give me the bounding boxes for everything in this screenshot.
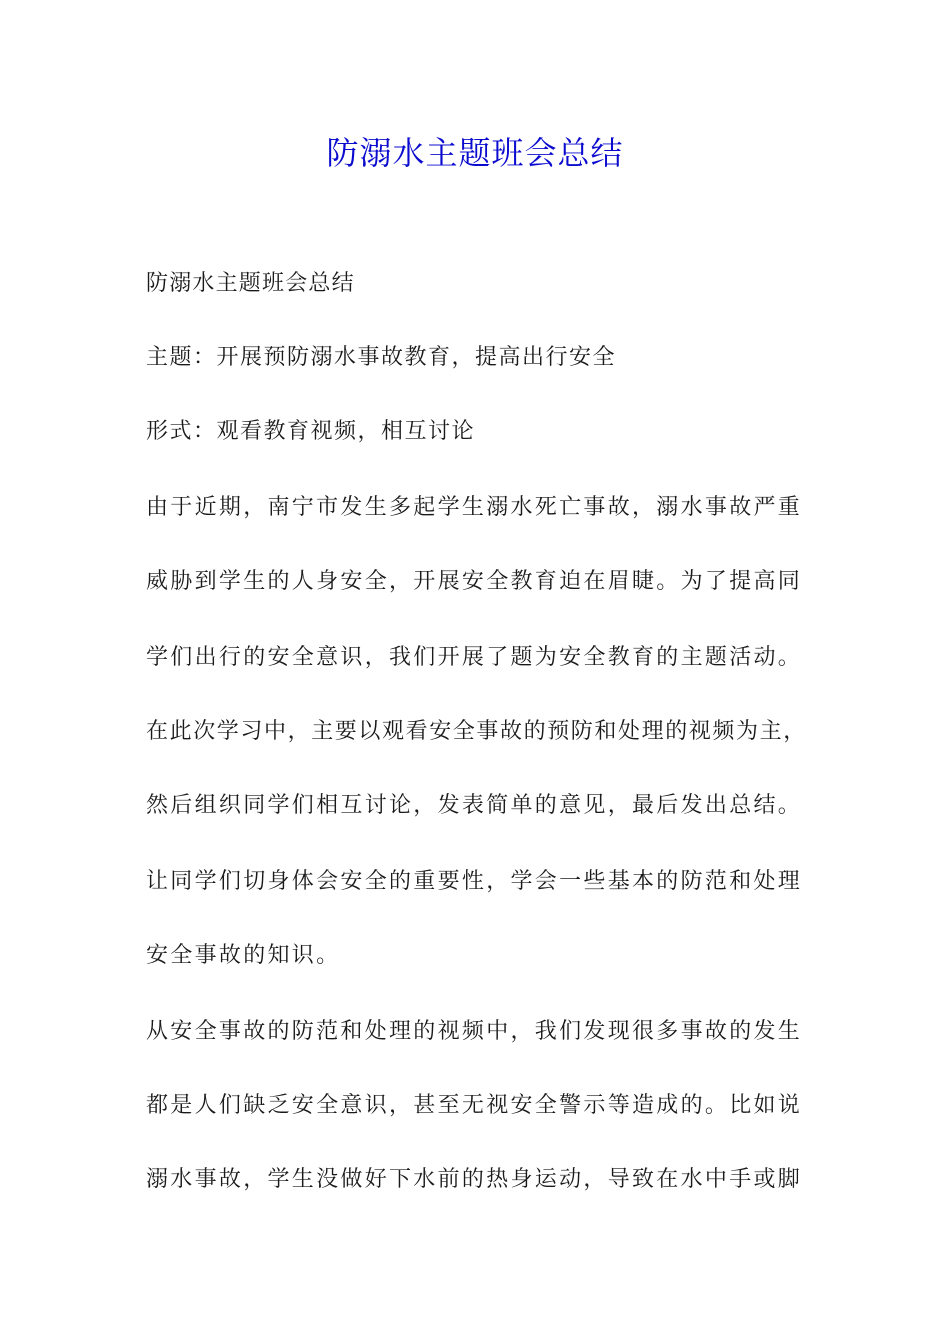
paragraph-line: 从安全事故的防范和处理的视频中，我们发现很多事故的发生	[146, 1019, 803, 1044]
paragraph-line: 形式：观看教育视频，相互讨论	[146, 419, 476, 444]
paragraph-line: 然后组织同学们相互讨论，发表简单的意见，最后发出总结。	[146, 793, 803, 818]
paragraph-line: 在此次学习中，主要以观看安全事故的预防和处理的视频为主，	[146, 719, 807, 744]
paragraph-line: 都是人们缺乏安全意识，甚至无视安全警示等造成的。比如说	[146, 1093, 803, 1118]
paragraph-line: 学们出行的安全意识，我们开展了题为安全教育的主题活动。	[146, 645, 803, 670]
paragraph-line: 由于近期，南宁市发生多起学生溺水死亡事故，溺水事故严重	[146, 495, 803, 520]
page-title: 防溺水主题班会总结	[326, 134, 624, 172]
paragraph-line: 溺水事故，学生没做好下水前的热身运动，导致在水中手或脚	[146, 1167, 803, 1192]
paragraph-line: 安全事故的知识。	[146, 943, 341, 968]
paragraph-line: 威胁到学生的人身安全，开展安全教育迫在眉睫。为了提高同	[146, 569, 803, 594]
paragraph-line: 主题：开展预防溺水事故教育，提高出行安全	[146, 345, 617, 370]
paragraph-line: 防溺水主题班会总结	[146, 271, 355, 296]
paragraph-line: 让同学们切身体会安全的重要性，学会一些基本的防范和处理	[146, 869, 803, 894]
